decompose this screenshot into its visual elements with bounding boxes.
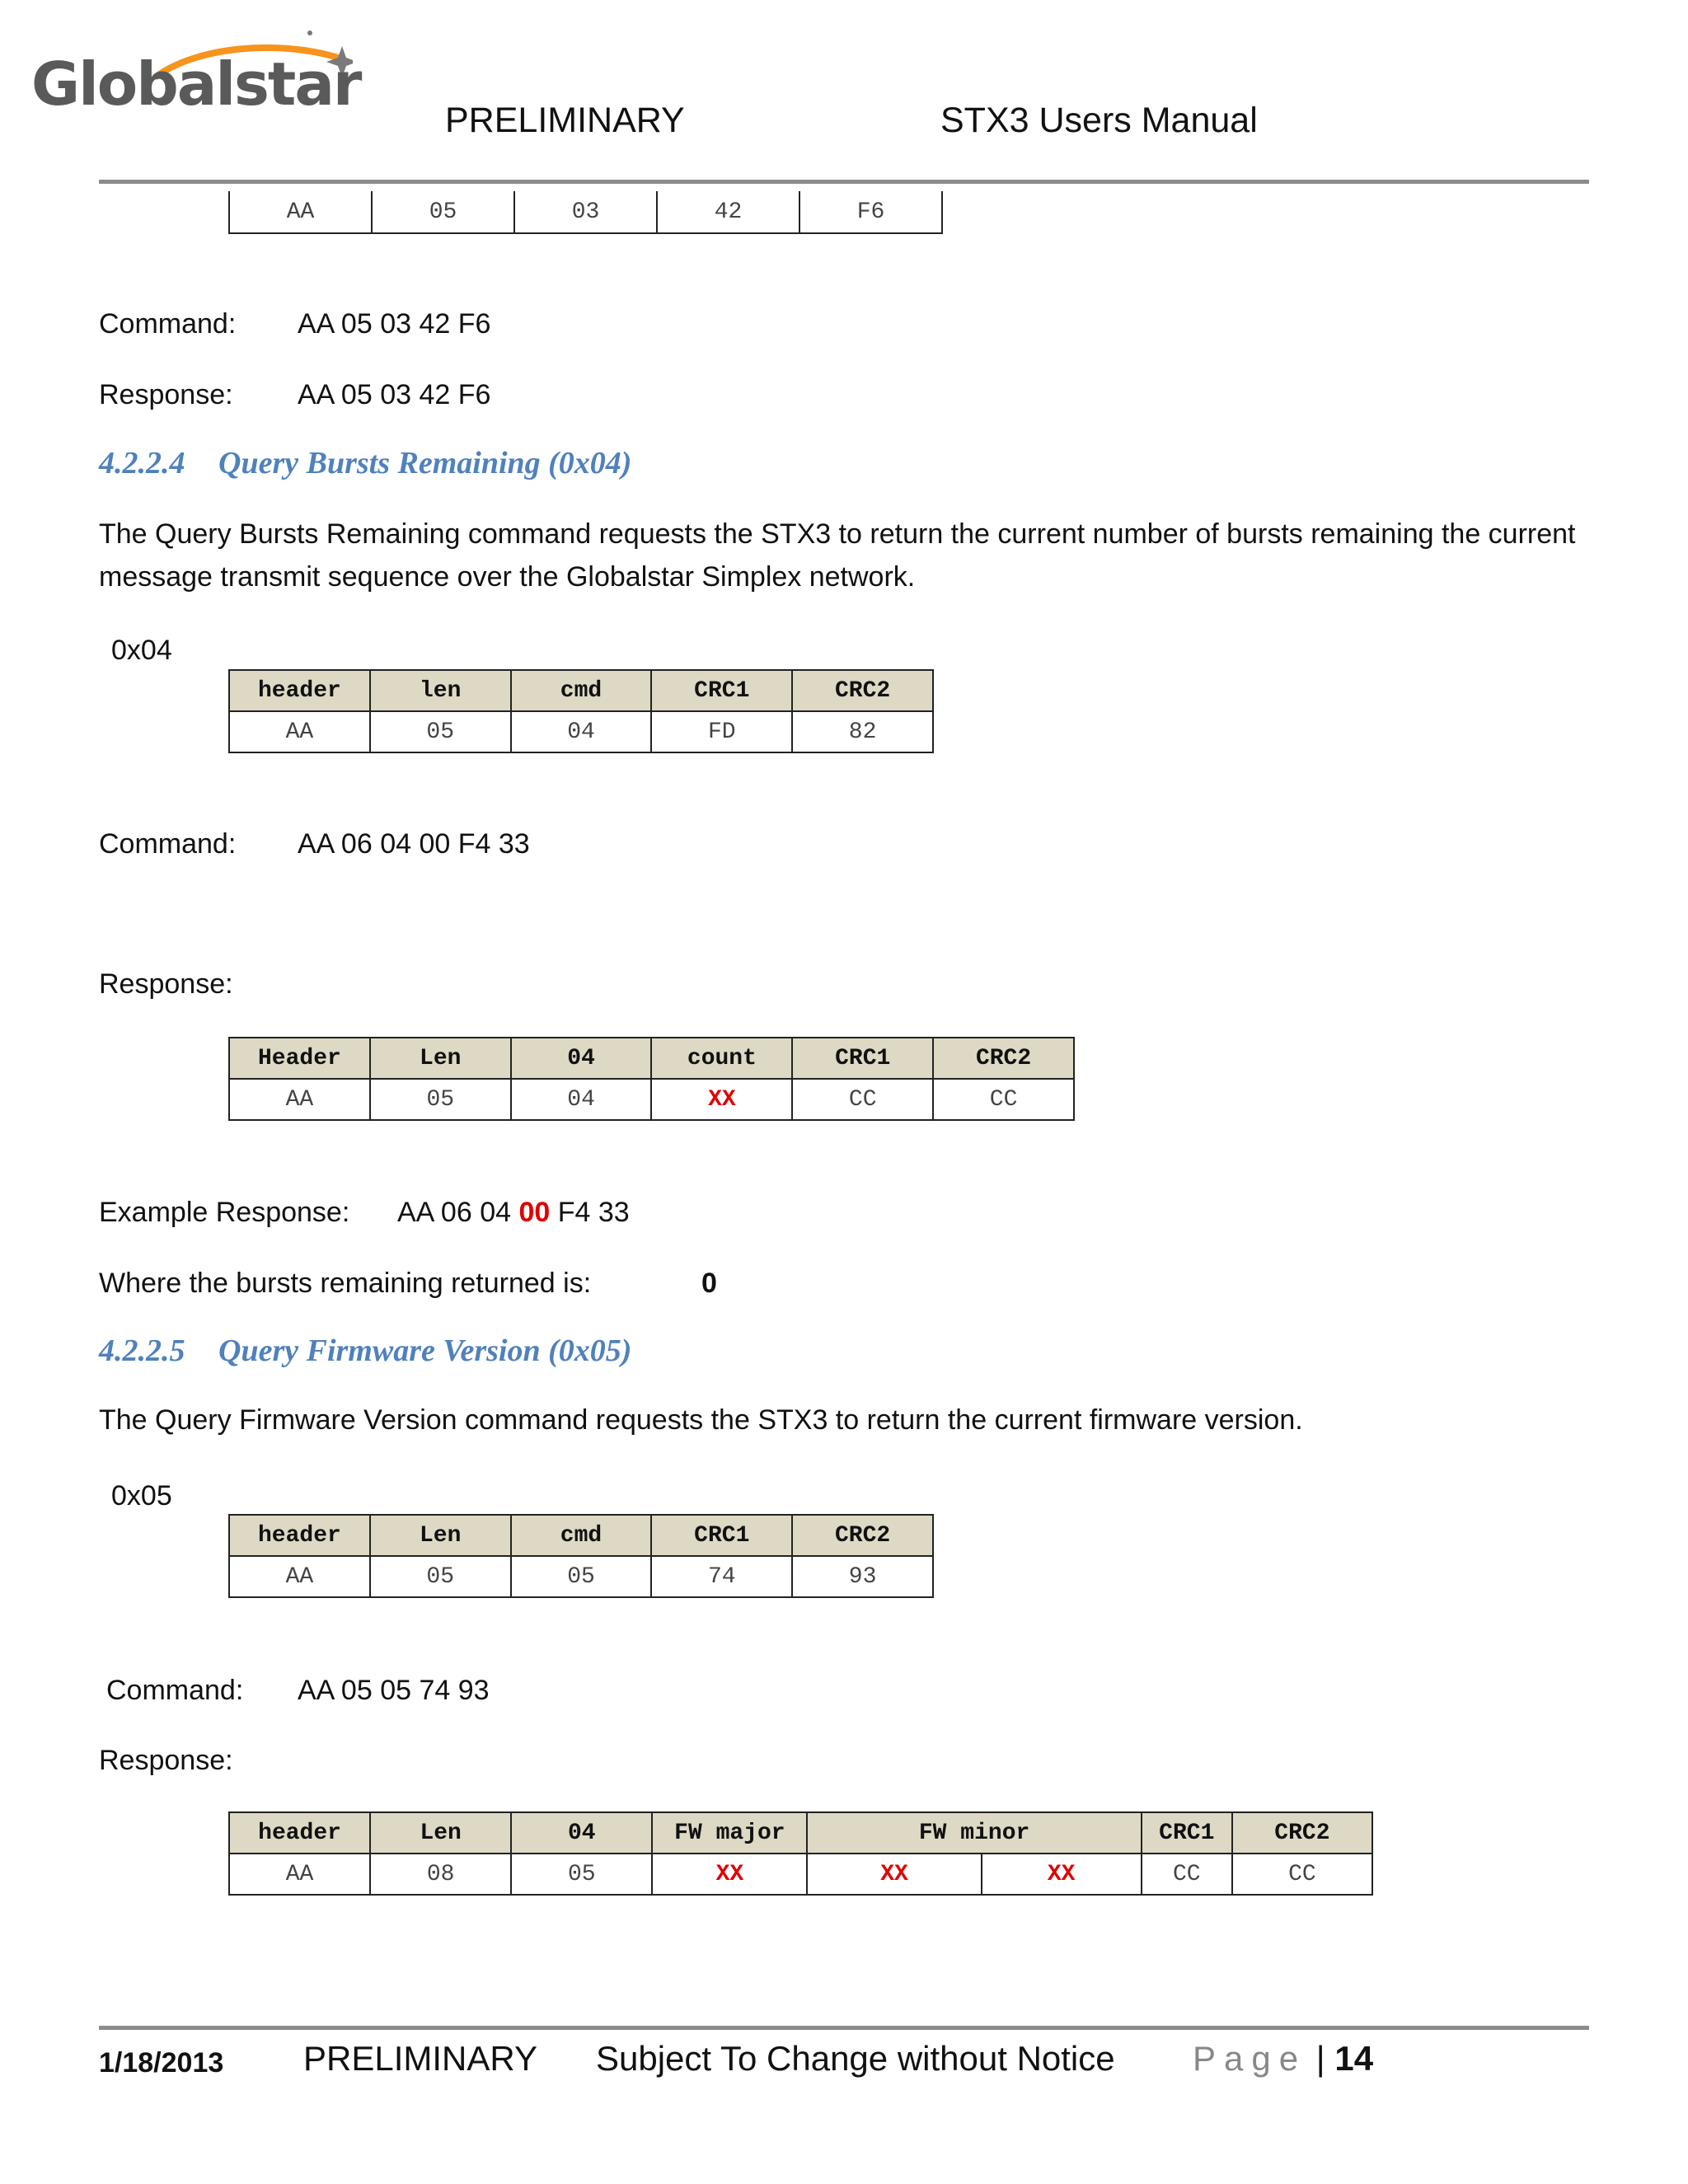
table-header-cell: CRC1 bbox=[651, 1515, 792, 1556]
table-header-cell: Len bbox=[370, 1038, 511, 1079]
page-number: 14 bbox=[1334, 2039, 1374, 2078]
table-header-cell: CRC2 bbox=[792, 670, 933, 711]
table-cell: 05 bbox=[511, 1854, 652, 1895]
table-cell: CC bbox=[792, 1079, 933, 1120]
response-label: Response: bbox=[99, 379, 233, 410]
query-firmware-response-table bbox=[228, 1811, 1373, 1896]
table-cell-placeholder: XX bbox=[652, 1854, 807, 1895]
table-cell: AA bbox=[229, 1079, 370, 1120]
table-header-cell: CRC1 bbox=[651, 670, 792, 711]
footer-date: 1/18/2013 bbox=[99, 2047, 224, 2079]
where-label: Where the bursts remaining returned is: bbox=[99, 1268, 592, 1299]
table-header-cell: CRC2 bbox=[933, 1038, 1074, 1079]
paragraph-line: message transmit sequence over the Globalstar Simplex network. bbox=[99, 561, 916, 593]
example-response-value bbox=[397, 1197, 630, 1229]
header-manual-title: STX3 Users Manual bbox=[940, 101, 1258, 140]
command-label: Command: bbox=[99, 308, 237, 340]
table-header-cell: FW minor bbox=[807, 1812, 1141, 1854]
table-cell: CC bbox=[933, 1079, 1074, 1120]
table-cell: AA bbox=[229, 711, 370, 752]
footer-page bbox=[1193, 2039, 1373, 2079]
query-bursts-command-table bbox=[228, 669, 934, 753]
page-word: Page bbox=[1193, 2039, 1307, 2078]
table-header-cell: cmd bbox=[511, 670, 652, 711]
table-cell: 74 bbox=[651, 1556, 792, 1597]
example-suffix: F4 33 bbox=[557, 1197, 630, 1228]
table-cell: 05 bbox=[370, 1079, 511, 1120]
table-header-cell: count bbox=[651, 1038, 792, 1079]
section-paragraph: The Query Firmware Version command requests the STX3 to return the current firmware version. bbox=[99, 1404, 1303, 1436]
table-cell: 05 bbox=[372, 191, 514, 233]
section-number: 4.2.2.4 bbox=[99, 446, 185, 480]
page-separator: | bbox=[1315, 2039, 1325, 2078]
table-cell: CC bbox=[1232, 1854, 1372, 1895]
table-header-cell: CRC2 bbox=[792, 1515, 933, 1556]
table-cell: 42 bbox=[657, 191, 799, 233]
table-header-cell: Len bbox=[370, 1515, 511, 1556]
logo-text: Globalstar bbox=[31, 49, 361, 119]
table-cell: 05 bbox=[511, 1556, 652, 1597]
response-value: AA 05 03 42 F6 bbox=[298, 379, 491, 410]
table-cell: 93 bbox=[792, 1556, 933, 1597]
response-label: Response: bbox=[99, 1745, 233, 1776]
globalstar-logo bbox=[31, 30, 361, 120]
header-rule bbox=[99, 180, 1589, 184]
table-cell: AA bbox=[229, 1854, 370, 1895]
footer-notice: Subject To Change without Notice bbox=[596, 2039, 1115, 2078]
table-header-cell: len bbox=[370, 670, 511, 711]
table-header-cell: Len bbox=[370, 1812, 511, 1854]
paragraph-line: The Query Bursts Remaining command requests the STX3 to return the current number of bursts remaining the current bbox=[99, 518, 1576, 550]
table-cell-placeholder: XX bbox=[982, 1854, 1142, 1895]
query-bursts-response-table bbox=[228, 1037, 1075, 1121]
table-cell: 04 bbox=[511, 711, 652, 752]
table-cell: 05 bbox=[370, 711, 511, 752]
table-header-cell: cmd bbox=[511, 1515, 652, 1556]
table-cell: AA bbox=[229, 1556, 370, 1597]
where-value: 0 bbox=[701, 1268, 717, 1299]
response-label: Response: bbox=[99, 968, 233, 1000]
command-value: AA 05 05 74 93 bbox=[298, 1675, 490, 1706]
table-cell: CC bbox=[1142, 1854, 1232, 1895]
table-header-cell: CRC1 bbox=[792, 1038, 933, 1079]
table-cell: 82 bbox=[792, 711, 933, 752]
example-prefix: AA 06 04 bbox=[397, 1197, 512, 1228]
table-header-cell: header bbox=[229, 1515, 370, 1556]
section-title: Query Bursts Remaining (0x04) bbox=[218, 446, 632, 480]
command-value: AA 06 04 00 F4 33 bbox=[298, 828, 530, 860]
table-header-cell: CRC2 bbox=[1232, 1812, 1372, 1854]
table-cell: F6 bbox=[799, 191, 942, 233]
table-cell: AA bbox=[229, 191, 372, 233]
table-header-cell: CRC1 bbox=[1142, 1812, 1232, 1854]
header-preliminary: PRELIMINARY bbox=[445, 101, 685, 140]
table-header-cell: Header bbox=[229, 1038, 370, 1079]
table-header-cell: 04 bbox=[511, 1812, 652, 1854]
table-cell-placeholder: XX bbox=[807, 1854, 981, 1895]
command-value: AA 05 03 42 F6 bbox=[298, 308, 491, 340]
table-cell: FD bbox=[651, 711, 792, 752]
code-label: 0x05 bbox=[111, 1480, 172, 1511]
table-header-cell: header bbox=[229, 1812, 370, 1854]
command-label: Command: bbox=[106, 1675, 244, 1706]
example-highlight: 00 bbox=[518, 1197, 551, 1228]
table-header-cell: 04 bbox=[511, 1038, 652, 1079]
table-header-cell: header bbox=[229, 670, 370, 711]
table-cell: 04 bbox=[511, 1079, 652, 1120]
top-table bbox=[228, 191, 943, 234]
command-label: Command: bbox=[99, 828, 237, 860]
table-cell: 08 bbox=[370, 1854, 511, 1895]
code-label: 0x04 bbox=[111, 635, 172, 666]
table-cell: 03 bbox=[514, 191, 657, 233]
footer-status: PRELIMINARY bbox=[303, 2039, 537, 2078]
table-cell-placeholder: XX bbox=[651, 1079, 792, 1120]
example-response-label: Example Response: bbox=[99, 1197, 350, 1228]
footer-rule bbox=[99, 2026, 1589, 2030]
table-header-cell: FW major bbox=[652, 1812, 807, 1854]
section-paragraph bbox=[99, 513, 1591, 598]
query-firmware-command-table bbox=[228, 1514, 934, 1598]
section-number: 4.2.2.5 bbox=[99, 1333, 185, 1368]
table-cell: 05 bbox=[370, 1556, 511, 1597]
section-title: Query Firmware Version (0x05) bbox=[218, 1333, 632, 1368]
